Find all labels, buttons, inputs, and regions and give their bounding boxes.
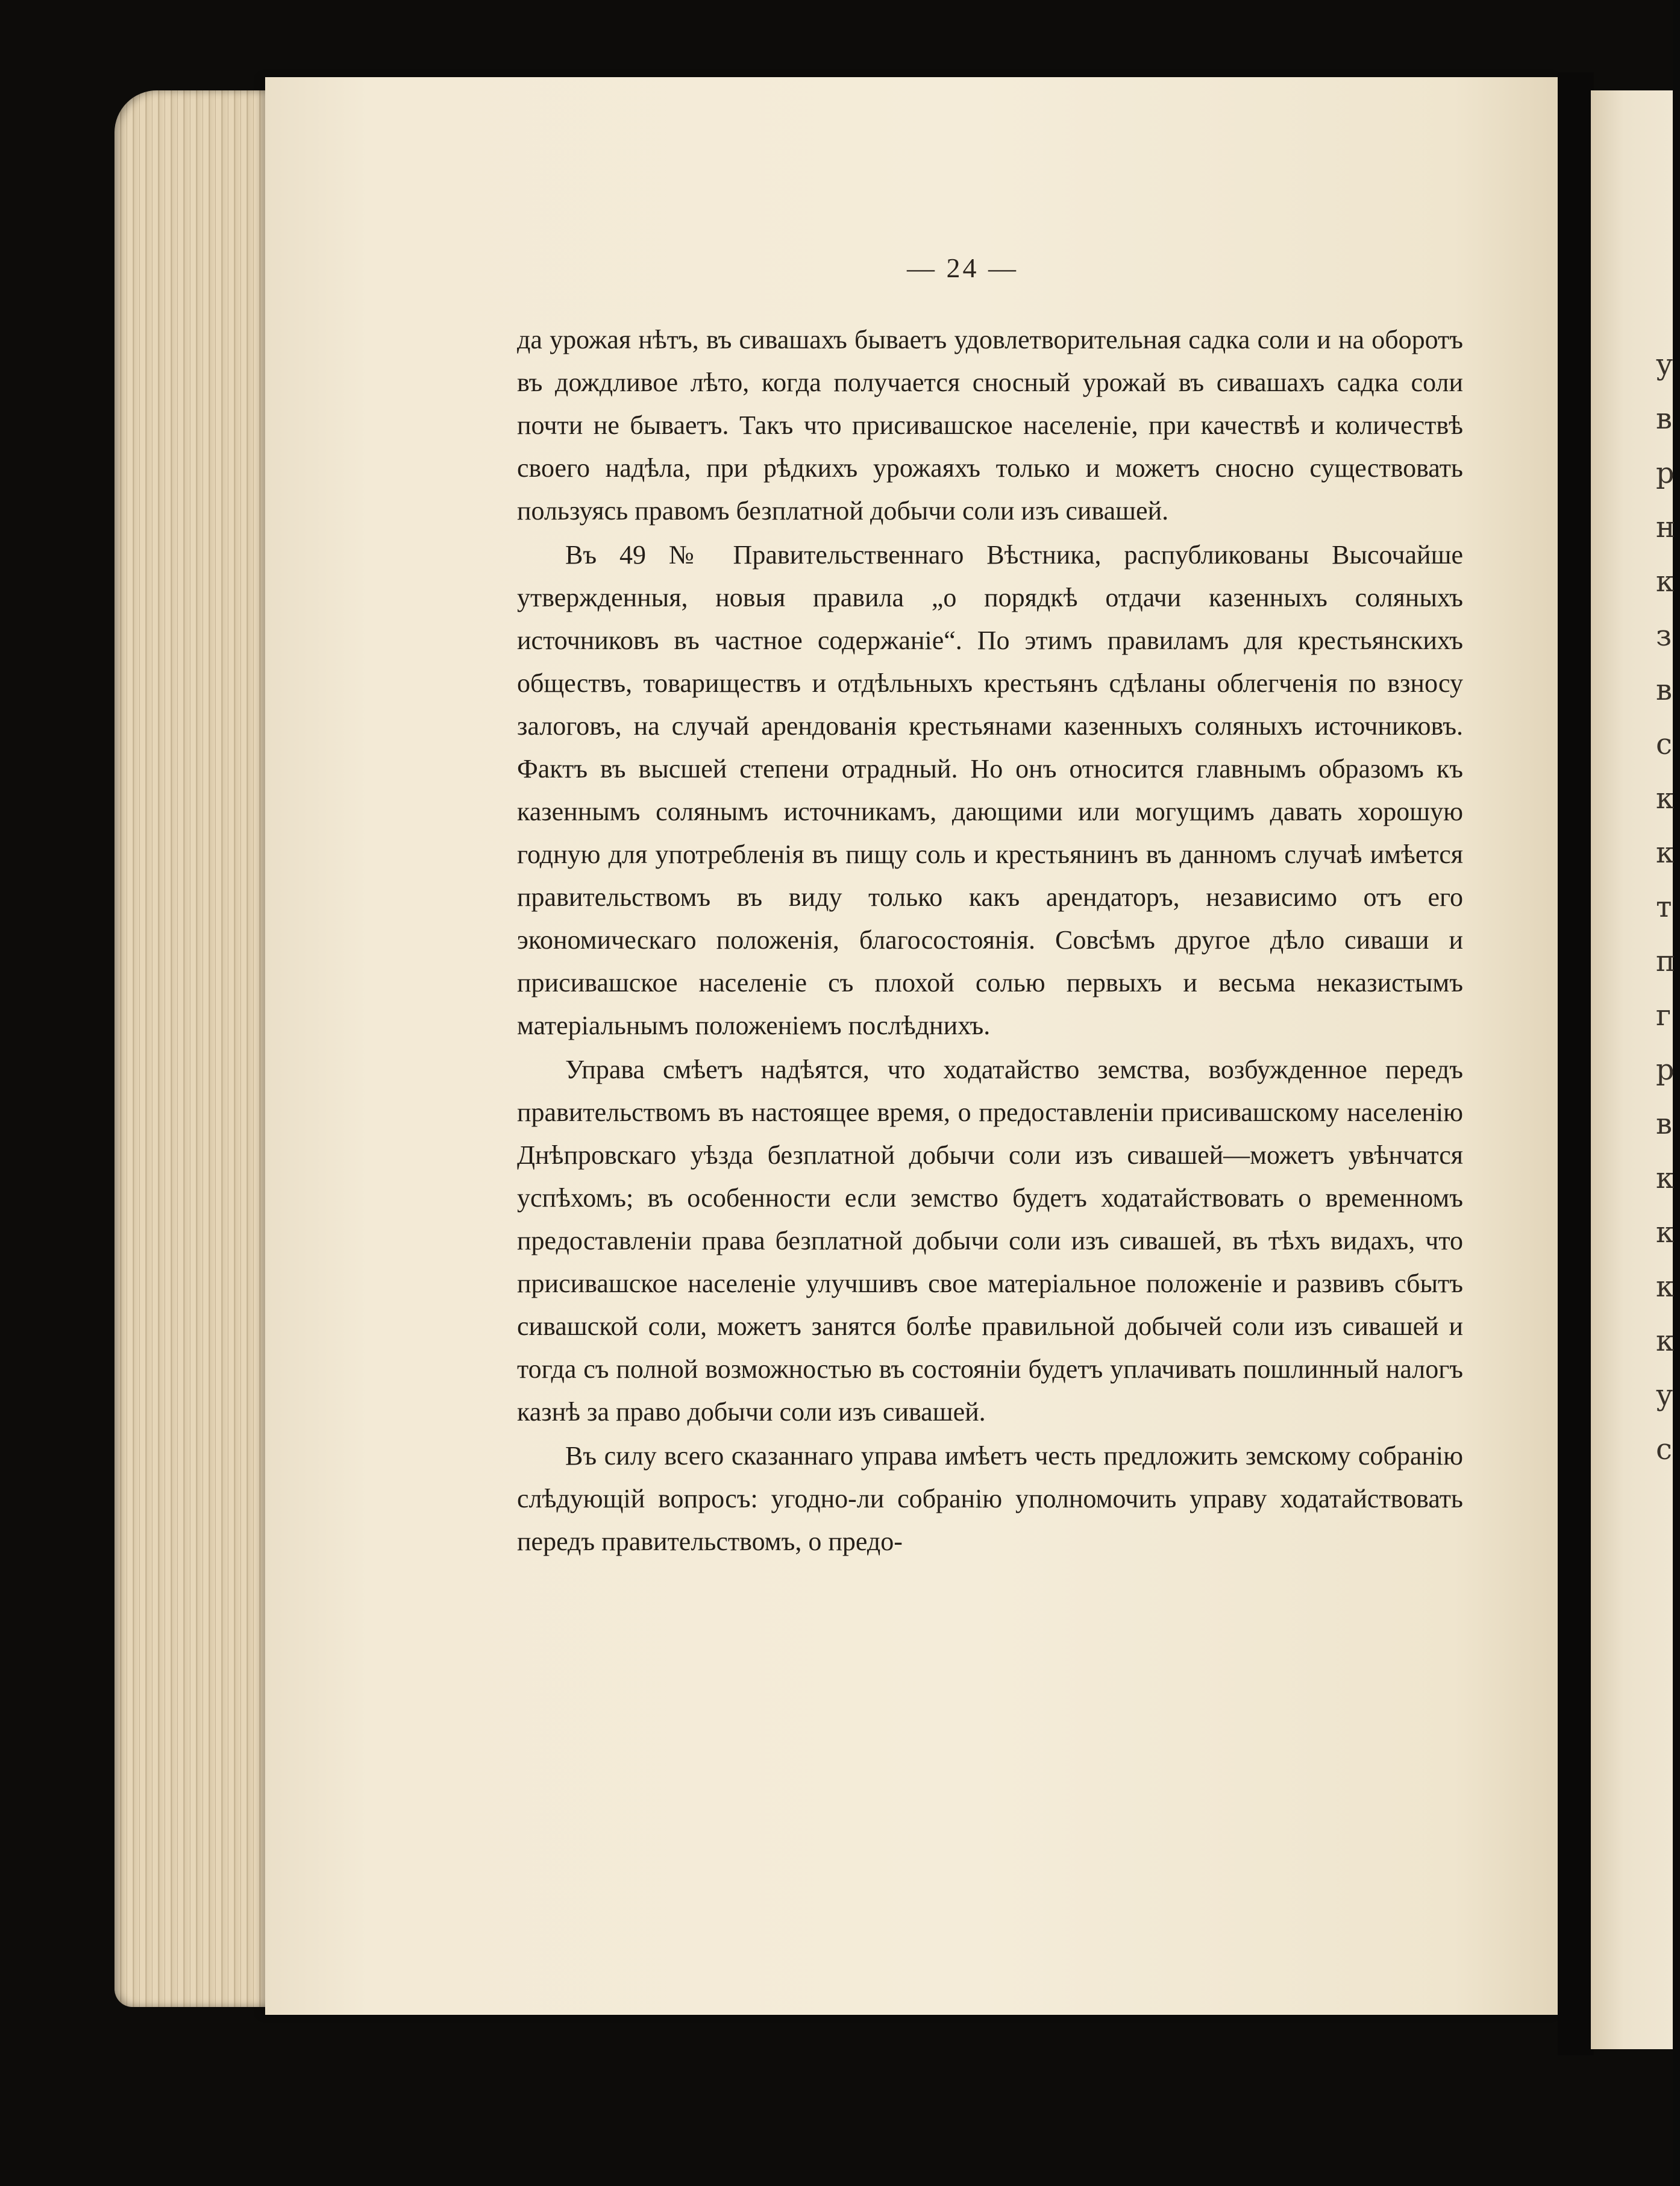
next-page-glyph: к: [1656, 1161, 1674, 1195]
next-page-glyph: к: [1656, 1216, 1674, 1249]
next-page-glyph: в: [1656, 673, 1673, 707]
next-page-glyph: к: [1656, 836, 1674, 870]
next-page-glyph: р: [1656, 456, 1675, 490]
paragraph: Въ силу всего сказаннаго управа имѣетъ честь предложить земскому собранію слѣдующій вопросъ: угодно-ли собранію уполномочить управу ходатайствовать передъ правительствомъ, о предо-: [517, 1441, 1463, 1556]
next-page-glyph: у: [1656, 1378, 1673, 1412]
next-page-glyph: в: [1656, 402, 1673, 436]
next-page-glyph: с: [1656, 1433, 1672, 1466]
next-page-glyph: к: [1656, 1270, 1674, 1304]
next-page-glyph: в: [1656, 1107, 1673, 1141]
paragraph-continued: да урожая нѣтъ, въ сивашахъ бываетъ удовлетворительная садка соли и на оборотъ въ дождливое лѣто, когда получается сносный урожай въ сивашахъ садка соли почти не бываетъ. Такъ что присивашское населеніе, при качествѣ и количествѣ своего надѣла, при рѣдкихъ урожаяхъ только и можетъ сносно существовать пользуясь правомъ безплатной добычи соли изъ сивашей.: [517, 325, 1463, 526]
next-page-glyph: р: [1656, 1053, 1675, 1087]
next-page-glyph: к: [1656, 1324, 1674, 1358]
paragraph: Въ 49 № Правительственнаго Вѣстника, распубликованы Высочайше утвержденныя, новыя правила „о порядкѣ отдачи казенныхъ соляныхъ источниковъ въ частное содержаніе“. По этимъ правиламъ для крестьянскихъ обществъ, товариществъ и отдѣльныхъ крестьянъ сдѣланы облегченія по взносу залоговъ, на случай арендованія крестьянами казенныхъ соляныхъ источниковъ. Фактъ въ высшей степени отрадный. Но онъ относится главнымъ образомъ къ казеннымъ солянымъ источникамъ, дающими или могущимъ давать хорошую годную для употребленія въ пищу соль и крестьянинъ въ данномъ случаѣ имѣется правительствомъ въ виду только какъ арендаторъ, независимо отъ его экономическаго положенія, благосостоянія. Совсѣмъ другое дѣло сиваши и присивашское населеніе съ плохой солью первыхъ и весьма неказистымъ матеріальнымъ положеніемъ послѣднихъ.: [517, 540, 1463, 1040]
page-text: [517, 318, 1463, 1563]
next-page-glyph: у: [1656, 348, 1673, 382]
next-page-glyph: г: [1656, 999, 1672, 1032]
paragraph: Управа смѣетъ надѣятся, что ходатайство земства, возбужденное передъ правительствомъ въ настоящее время, о предоставленіи присивашскому населенію Днѣпровскаго уѣзда безплатной добычи соли изъ сивашей—можетъ увѣнчатся успѣхомъ; въ особенности если земство будетъ ходатайствовать о временномъ предоставленіи права безплатной добычи соли изъ сивашей, въ тѣхъ видахъ, что присивашское населеніе улучшивъ свое матеріальное положеніе и развивъ сбытъ сивашской соли, можетъ занятся болѣе правильной добычей соли изъ сивашей и тогда съ полной возможностью въ состояніи будетъ уплачивать пошлинный налогъ казнѣ за право добычи соли изъ сивашей.: [517, 1055, 1463, 1427]
next-page-glyph: к: [1656, 565, 1674, 598]
next-page-glyph: н: [1656, 510, 1675, 544]
next-page-glyph: п: [1656, 944, 1675, 978]
next-page-glyph: с: [1656, 727, 1672, 761]
next-page-glyph: т: [1656, 890, 1672, 924]
next-page-glyphs: [1656, 338, 1680, 1477]
page-number: — 24 —: [907, 253, 1018, 283]
next-page-glyph: к: [1656, 782, 1674, 815]
next-page-glyph: з: [1656, 619, 1672, 653]
book-gutter: [1558, 72, 1594, 2055]
